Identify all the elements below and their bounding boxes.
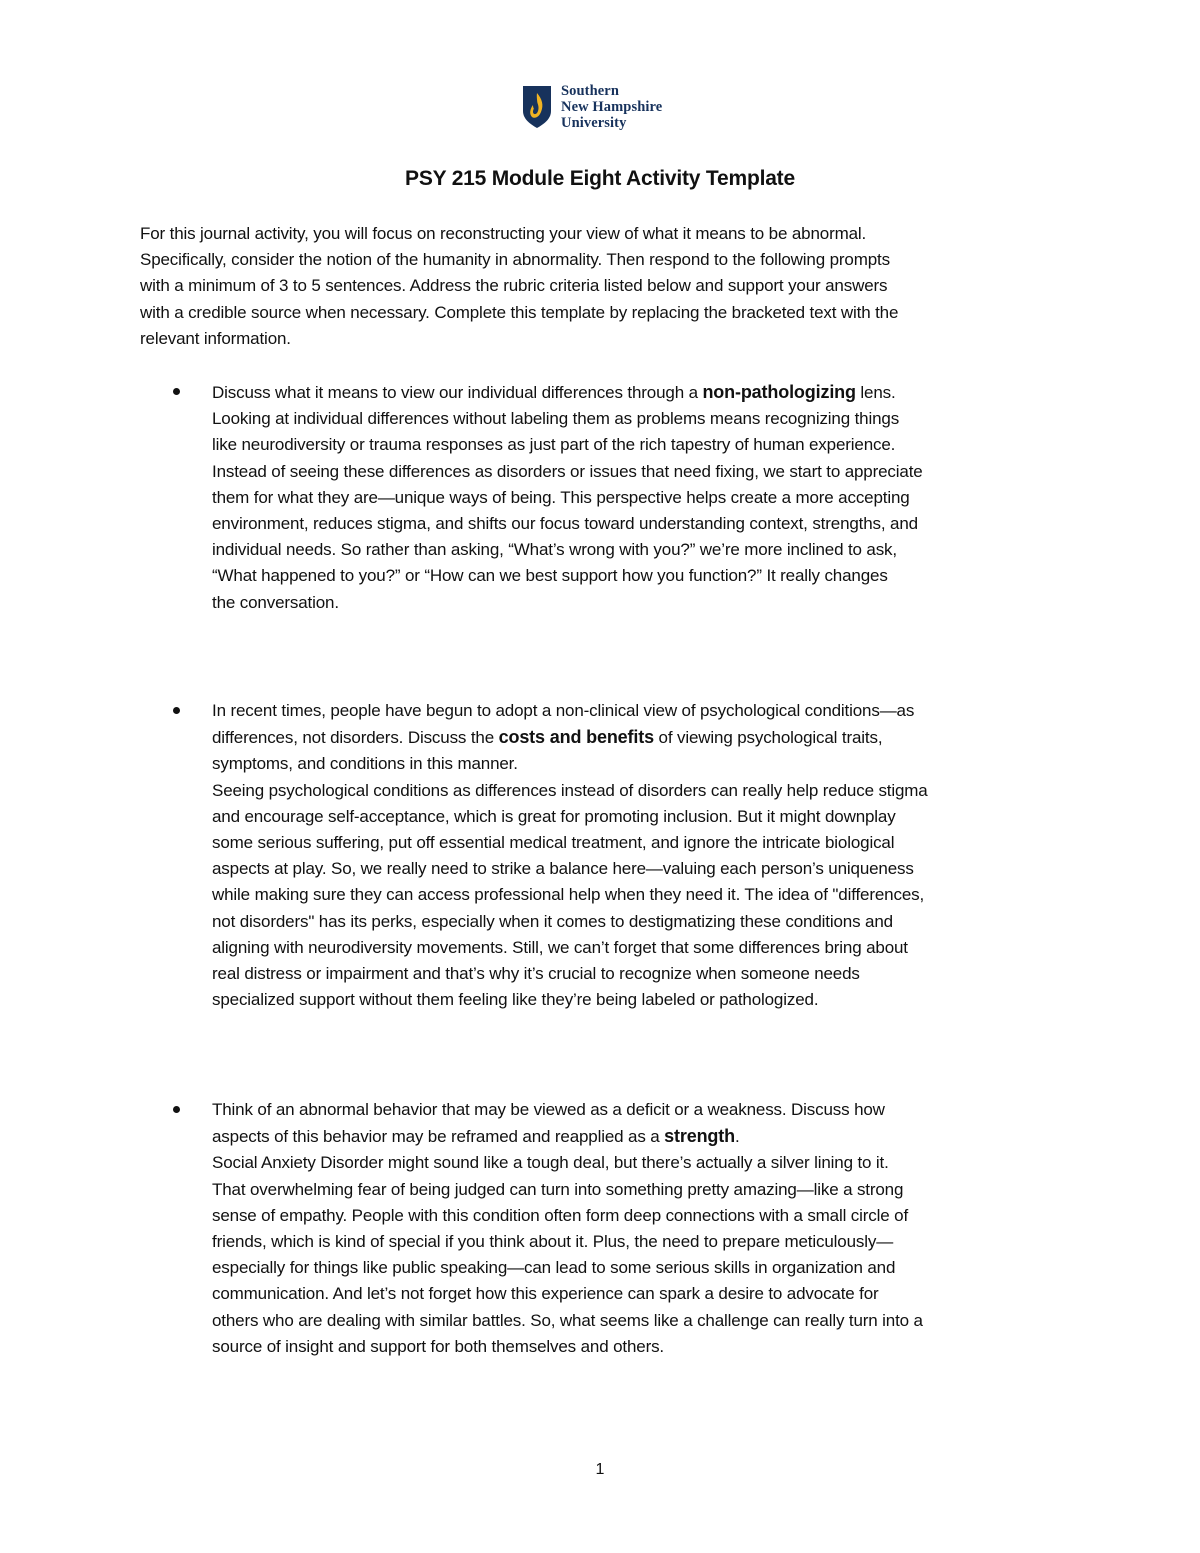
answer-line: the conversation. [212, 592, 339, 612]
answer-line: like neurodiversity or trauma responses as just part of the rich tapestry of human experience. [212, 435, 896, 455]
intro-line: with a credible source when necessary. Complete this template by replacing the bracketed text with the [140, 302, 899, 322]
answer-line: real distress or impairment and that’s why it’s crucial to recognize when someone needs [212, 964, 860, 984]
prompt-text-part: lens. [855, 383, 896, 402]
answer-line: aligning with neurodiversity movements. Still, we can’t forget that some differences bring about [212, 937, 908, 957]
prompt-item-3 [212, 1097, 1072, 1360]
prompt-text-part: of viewing psychological traits, [653, 728, 883, 748]
university-wordmark [561, 83, 662, 131]
shield-flame-icon [522, 85, 552, 129]
answer-line: individual needs. So rather than asking, “What’s wrong with you?” we’re more inclined to ask, [212, 540, 897, 560]
prompt-text-part: . [734, 1127, 740, 1147]
answer-line: some serious suffering, put off essential medical treatment, and ignore the intricate biological [212, 833, 895, 853]
answer-line: while making sure they can access professional help when they need it. The idea of "differences, [212, 885, 925, 905]
answer-line: not disorders" has its perks, especially when it comes to destigmatizing these conditions and [212, 911, 893, 931]
answer-line: environment, reduces stigma, and shifts our focus toward understanding context, strengths, and [212, 514, 918, 534]
intro-line: with a minimum of 3 to 5 sentences. Address the rubric criteria listed below and support your answers [140, 276, 888, 296]
university-logo [522, 83, 662, 131]
wordmark-line: Southern [561, 83, 620, 99]
prompt-item-1 [212, 379, 1072, 616]
prompt-text-part: Discuss what it means to view our individual differences through a [212, 383, 703, 402]
answer-line: communication. And let’s not forget how this experience can spark a desire to advocate for [212, 1284, 879, 1304]
prompt-text [212, 1123, 1072, 1150]
prompt-text-part: aspects of this behavior may be reframed and reapplied as a [212, 1127, 665, 1147]
prompt-text: symptoms, and conditions in this manner. [212, 754, 518, 774]
answer-line: That overwhelming fear of being judged can turn into something pretty amazing—like a strong [212, 1179, 904, 1199]
answer-line: Social Anxiety Disorder might sound like a tough deal, but there’s actually a silver lining to it. [212, 1153, 889, 1173]
intro-line: For this journal activity, you will focus on reconstructing your view of what it means to be abnormal. [140, 224, 867, 243]
answer-line: source of insight and support for both themselves and others. [212, 1336, 665, 1356]
answer-line: and encourage self-acceptance, which is great for promoting inclusion. But it might downplay [212, 806, 896, 826]
intro-paragraph [140, 221, 1060, 352]
answer-line: aspects at play. So, we really need to strike a balance here—valuing each person’s uniqueness [212, 859, 914, 879]
prompt-text [212, 724, 1072, 751]
answer-line: sense of empathy. People with this condition often form deep connections with a small circle of [212, 1205, 909, 1225]
page-number: 1 [595, 1461, 605, 1478]
answer-line: “What happened to you?” or “How can we best support how you function?” It really changes [212, 566, 888, 586]
prompt-text: In recent times, people have begun to adopt a non-clinical view of psychological conditions—as [212, 701, 915, 720]
prompt-keyword: strength [664, 1126, 735, 1147]
prompt-keyword: non-pathologizing [702, 382, 856, 402]
answer-line: especially for things like public speaking—can lead to some serious skills in organization and [212, 1258, 896, 1278]
wordmark-line: New Hampshire [561, 99, 663, 115]
intro-line: Specifically, consider the notion of the humanity in abnormality. Then respond to the following prompts [140, 250, 890, 270]
prompt-text-part: differences, not disorders. Discuss the [212, 728, 499, 748]
answer-line: friends, which is kind of special if you think about it. Plus, the need to prepare meticulously— [212, 1232, 894, 1252]
prompt-text [212, 379, 1072, 406]
document-title: PSY 215 Module Eight Activity Template [405, 167, 795, 190]
answer-line: others who are dealing with similar battles. So, what seems like a challenge can really turn into a [212, 1310, 923, 1330]
wordmark-line: University [561, 115, 627, 131]
answer-line: Looking at individual differences without labeling them as problems means recognizing things [212, 409, 900, 429]
answer-line: Instead of seeing these differences as disorders or issues that need fixing, we start to appreciate [212, 461, 923, 481]
prompt-keyword: costs and benefits [498, 727, 654, 748]
answer-line: them for what they are—unique ways of being. This perspective helps create a more accepting [212, 487, 910, 507]
prompt-text: Think of an abnormal behavior that may be viewed as a deficit or a weakness. Discuss how [212, 1100, 885, 1119]
answer-line: specialized support without them feeling like they’re being labeled or pathologized. [212, 990, 819, 1010]
answer-line: Seeing psychological conditions as differences instead of disorders can really help reduce stigma [212, 780, 928, 800]
intro-line: relevant information. [140, 328, 291, 348]
prompt-item-2 [212, 698, 1072, 1013]
